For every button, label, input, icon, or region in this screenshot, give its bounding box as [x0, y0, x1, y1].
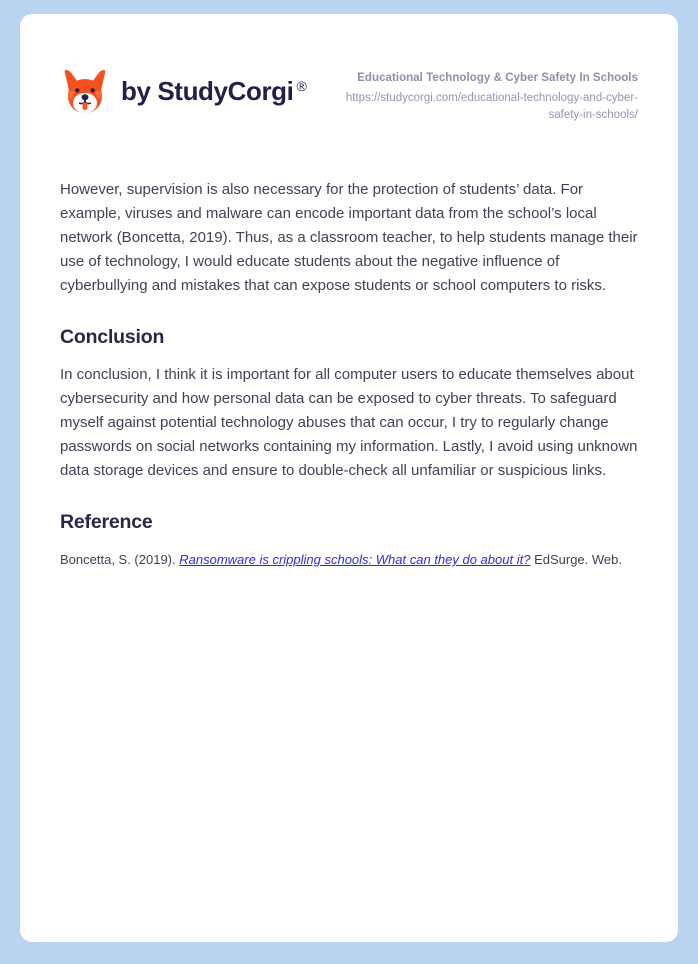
reference-heading: Reference [60, 511, 153, 534]
page-content-area [20, 14, 678, 572]
conclusion-heading: Conclusion [60, 326, 165, 349]
registered-trademark-icon: ® [296, 78, 307, 94]
document-page-card [20, 14, 678, 942]
reference-list [60, 548, 638, 572]
reference-publisher: EdSurge. Web. [534, 552, 622, 568]
document-source-url: https://studycorgi.com/educational-technology-and-cyber-safety-in-schools/ [345, 91, 638, 121]
document-meta [326, 60, 638, 124]
reference-entry [60, 548, 638, 572]
intro-paragraph: However, supervision is also necessary for the protection of students’ data. For example, viruses and malware can encode important data from the school’s local network (Boncetta, 2019). Thus, as a classroom teacher, to help students manage their use of technology, I would educate students about the negative influence of cyberbullying and mistakes that can expose students or school computers to risks. [60, 181, 638, 295]
document-title: Educational Technology & Cyber Safety In Schools [357, 72, 638, 84]
corgi-face-logo-icon [60, 66, 110, 116]
document-body [60, 178, 638, 572]
reference-author-year: Boncetta, S. (2019). [60, 552, 176, 568]
brand-block [60, 60, 307, 116]
brand-name-label: by StudyCorgi [121, 76, 294, 106]
reference-source-link[interactable]: Ransomware is crippling schools: What can they do about it? [179, 552, 531, 568]
conclusion-paragraph: In conclusion, I think it is important for all computer users to educate themselves about cybersecurity and how personal data can be exposed to cyber threats. To safeguard myself against potential technology abuses that can occur, I try to regularly change passwords on social networks containing my information. Lastly, I avoid using unknown data storage devices and ensure to double-check all unfamiliar or suspicious links. [60, 366, 638, 480]
brand-wordmark [121, 78, 307, 104]
document-header [60, 60, 638, 124]
